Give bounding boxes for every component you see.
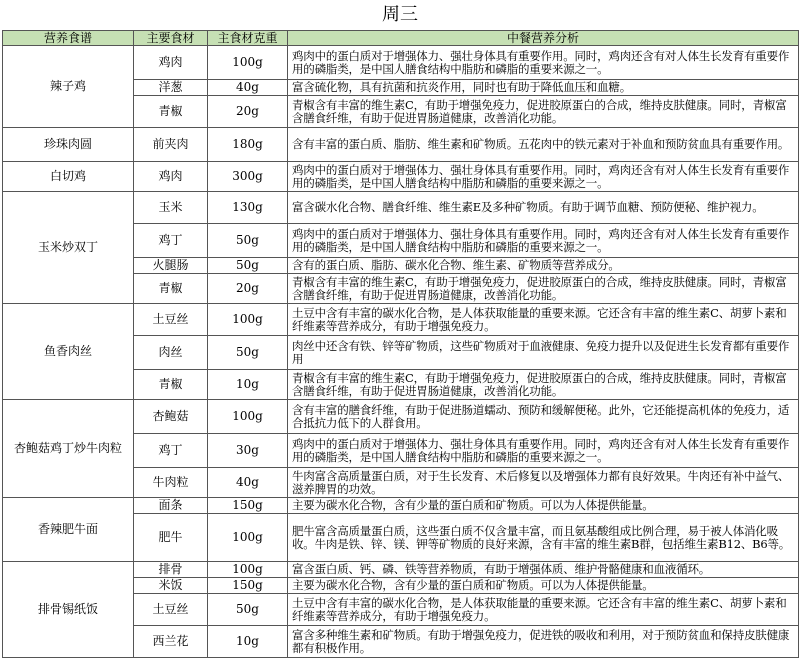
weight-cell: 50g: [208, 258, 288, 274]
dish-name: 白切鸡: [3, 162, 134, 192]
ingredient-cell: 洋葱: [134, 80, 208, 96]
weight-cell: 50g: [208, 224, 288, 258]
weight-cell: 300g: [208, 162, 288, 192]
ingredient-cell: 鸡肉: [134, 162, 208, 192]
weight-cell: 50g: [208, 336, 288, 370]
table-row: [3, 304, 799, 336]
weight-cell: 40g: [208, 80, 288, 96]
dish-name: 排骨锡纸饭: [3, 562, 134, 658]
analysis-cell: 鸡肉中的蛋白质对于增强体力、强壮身体具有重要作用。同时，鸡肉还含有对人体生长发育有重要作用的磷脂类，是中国人膳食结构中脂肪和磷脂的重要来源之一。: [288, 434, 799, 468]
weight-cell: 50g: [208, 594, 288, 626]
header-weight: 主食材克重: [208, 31, 288, 46]
ingredient-cell: 土豆丝: [134, 594, 208, 626]
analysis-cell: 富含蛋白质、钙、磷、铁等营养物质，有助于增强体质、维护骨骼健康和血液循环。: [288, 562, 799, 578]
ingredient-cell: 火腿肠: [134, 258, 208, 274]
ingredient-cell: 杏鲍菇: [134, 400, 208, 434]
weight-cell: 130g: [208, 192, 288, 224]
ingredient-cell: 肥牛: [134, 514, 208, 562]
dish-name: 珍珠肉圆: [3, 128, 134, 162]
table-row: [3, 562, 799, 578]
analysis-cell: 牛肉富含高质量蛋白质，对于生长发育、术后修复以及增强体力都有良好效果。牛肉还有补中益气、滋养脾胃的功效。: [288, 468, 799, 498]
ingredient-cell: 排骨: [134, 562, 208, 578]
analysis-cell: 主要为碳水化合物，含有少量的蛋白质和矿物质。可以为人体提供能量。: [288, 578, 799, 594]
weight-cell: 100g: [208, 562, 288, 578]
table-row: [3, 400, 799, 434]
header-recipe: 营养食谱: [3, 31, 134, 46]
analysis-cell: 鸡肉中的蛋白质对于增强体力、强壮身体具有重要作用。同时，鸡肉还含有对人体生长发育有重要作用的磷脂类，是中国人膳食结构中脂肪和磷脂的重要来源之一。: [288, 224, 799, 258]
table-row: [3, 128, 799, 162]
dish-name: 鱼香肉丝: [3, 304, 134, 400]
analysis-cell: 土豆中含有丰富的碳水化合物，是人体获取能量的重要来源。它还含有丰富的维生素C、胡萝卜素和纤维素等营养成分，有助于增强免疫力。: [288, 594, 799, 626]
ingredient-cell: 前夹肉: [134, 128, 208, 162]
analysis-cell: 肉丝中还含有铁、锌等矿物质，这些矿物质对于血液健康、免疫力提升以及促进生长发育都有重要作用: [288, 336, 799, 370]
header-ingredient: 主要食材: [134, 31, 208, 46]
weight-cell: 10g: [208, 626, 288, 658]
analysis-cell: 富含碳水化合物、膳食纤维、维生素E及多种矿物质。有助于调节血糖、预防便秘、维护视力。: [288, 192, 799, 224]
ingredient-cell: 土豆丝: [134, 304, 208, 336]
weight-cell: 100g: [208, 400, 288, 434]
analysis-cell: 青椒含有丰富的维生素C，有助于增强免疫力，促进胶原蛋白的合成，维持皮肤健康。同时，青椒富含膳食纤维，有助于促进胃肠道健康，改善消化功能。: [288, 274, 799, 304]
analysis-cell: 主要为碳水化合物，含有少量的蛋白质和矿物质。可以为人体提供能量。: [288, 498, 799, 514]
ingredient-cell: 鸡丁: [134, 434, 208, 468]
ingredient-cell: 牛肉粒: [134, 468, 208, 498]
ingredient-cell: 肉丝: [134, 336, 208, 370]
ingredient-cell: 鸡丁: [134, 224, 208, 258]
analysis-cell: 含有丰富的蛋白质、脂肪、维生素和矿物质。五花肉中的铁元素对于补血和预防贫血具有重要作用。: [288, 128, 799, 162]
analysis-cell: 肥牛富含高质量蛋白质，这些蛋白质不仅含量丰富，而且氨基酸组成比例合理，易于被人体消化吸收。牛肉是铁、锌、镁、钾等矿物质的良好来源，含有丰富的维生素B群，包括维生素B12、B6等。: [288, 514, 799, 562]
header-analysis: 中餐营养分析: [288, 31, 799, 46]
weight-cell: 20g: [208, 274, 288, 304]
header-row: [3, 31, 799, 46]
weight-cell: 20g: [208, 96, 288, 128]
ingredient-cell: 玉米: [134, 192, 208, 224]
weight-cell: 40g: [208, 468, 288, 498]
analysis-cell: 含有丰富的膳食纤维，有助于促进肠道蠕动、预防和缓解便秘。此外，它还能提高机体的免疫力，适合抵抗力低下的人群食用。: [288, 400, 799, 434]
dish-name: 辣子鸡: [3, 46, 134, 128]
analysis-cell: 鸡肉中的蛋白质对于增强体力、强壮身体具有重要作用。同时，鸡肉还含有对人体生长发育有重要作用的磷脂类，是中国人膳食结构中脂肪和磷脂的重要来源之一。: [288, 162, 799, 192]
dish-name: 香辣肥牛面: [3, 498, 134, 562]
dish-name: 杏鲍菇鸡丁炒牛肉粒: [3, 400, 134, 498]
ingredient-cell: 青椒: [134, 96, 208, 128]
ingredient-cell: 西兰花: [134, 626, 208, 658]
analysis-cell: 土豆中含有丰富的碳水化合物，是人体获取能量的重要来源。它还含有丰富的维生素C、胡萝卜素和纤维素等营养成分，有助于增强免疫力。: [288, 304, 799, 336]
weight-cell: 100g: [208, 304, 288, 336]
table-row: [3, 162, 799, 192]
ingredient-cell: 鸡肉: [134, 46, 208, 80]
analysis-cell: 富含硫化物，具有抗菌和抗炎作用，同时也有助于降低血压和血糖。: [288, 80, 799, 96]
ingredient-cell: 面条: [134, 498, 208, 514]
weight-cell: 150g: [208, 498, 288, 514]
table-row: [3, 498, 799, 514]
nutrition-table: [2, 30, 799, 658]
weight-cell: 180g: [208, 128, 288, 162]
analysis-cell: 青椒含有丰富的维生素C，有助于增强免疫力，促进胶原蛋白的合成，维持皮肤健康。同时，青椒富含膳食纤维，有助于促进胃肠道健康，改善消化功能。: [288, 96, 799, 128]
weight-cell: 150g: [208, 578, 288, 594]
weight-cell: 100g: [208, 514, 288, 562]
dish-name: 玉米炒双丁: [3, 192, 134, 304]
ingredient-cell: 青椒: [134, 274, 208, 304]
ingredient-cell: 青椒: [134, 370, 208, 400]
analysis-cell: 青椒含有丰富的维生素C，有助于增强免疫力，促进胶原蛋白的合成，维持皮肤健康。同时，青椒富含膳食纤维，有助于促进胃肠道健康，改善消化功能。: [288, 370, 799, 400]
analysis-cell: 鸡肉中的蛋白质对于增强体力、强壮身体具有重要作用。同时，鸡肉还含有对人体生长发育有重要作用的磷脂类，是中国人膳食结构中脂肪和磷脂的重要来源之一。: [288, 46, 799, 80]
page-title: 周三: [382, 4, 418, 25]
table-row: [3, 192, 799, 224]
weight-cell: 100g: [208, 46, 288, 80]
weight-cell: 10g: [208, 370, 288, 400]
analysis-cell: 富含多种维生素和矿物质。有助于增强免疫力，促进铁的吸收和利用，对于预防贫血和保持皮肤健康都有积极作用。: [288, 626, 799, 658]
weight-cell: 30g: [208, 434, 288, 468]
ingredient-cell: 米饭: [134, 578, 208, 594]
table-row: [3, 46, 799, 80]
analysis-cell: 含有的蛋白质、脂肪、碳水化合物、维生素、矿物质等营养成分。: [288, 258, 799, 274]
